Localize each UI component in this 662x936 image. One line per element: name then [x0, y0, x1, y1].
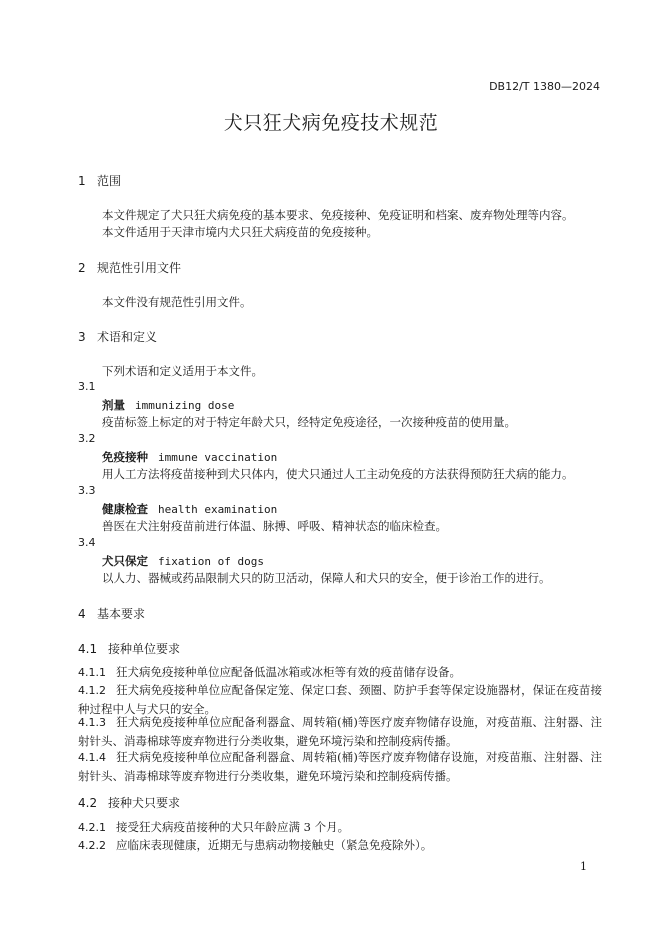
subsection-heading-unit-requirements — [78, 640, 180, 657]
section-heading-basic-requirements — [78, 605, 145, 622]
document-title: 犬只狂犬病免疫技术规范 — [223, 112, 439, 134]
section-heading-normative-references — [78, 259, 181, 276]
term-english: immunizing dose — [135, 399, 235, 412]
subsection-title: 接种犬只要求 — [108, 796, 181, 810]
section-number: 2 — [78, 261, 86, 275]
clause — [78, 748, 602, 785]
section-title: 规范性引用文件 — [97, 261, 182, 275]
clause — [78, 836, 602, 855]
subsection-title: 接种单位要求 — [108, 642, 181, 656]
paragraph: 本文件规定了犬只狂犬病免疫的基本要求、免疫接种、免疫证明和档案、废弃物处理等内容。 — [102, 208, 574, 222]
section-number: 1 — [78, 174, 86, 188]
section-number: 4 — [78, 607, 86, 621]
term-english: fixation of dogs — [158, 555, 264, 568]
term-english: health examination — [158, 503, 278, 516]
section-title: 范围 — [97, 174, 122, 188]
clause-number: 4.1.3 — [78, 716, 106, 729]
section-heading-scope — [78, 172, 121, 189]
paragraph: 本文件适用于天津市境内犬只狂犬病疫苗的免疫接种。 — [102, 225, 378, 239]
term-chinese: 犬只保定 — [102, 554, 148, 568]
section-title: 术语和定义 — [97, 330, 158, 344]
term-definition: 以人力、器械或药品限制犬只的防卫活动，保障人和犬只的安全，便于诊治工作的进行。 — [102, 571, 551, 585]
clause-number: 4.2.2 — [78, 839, 106, 852]
term-chinese: 剂量 — [102, 398, 125, 412]
section-title: 基本要求 — [97, 607, 146, 621]
paragraph: 下列术语和定义适用于本文件。 — [102, 364, 263, 378]
term-number: 3.1 — [78, 380, 96, 393]
clause — [78, 663, 602, 682]
clause-text: 接受狂犬病疫苗接种的犬只年龄应满 3 个月。 — [116, 820, 350, 834]
term-number: 3.3 — [78, 484, 96, 497]
term-number: 3.4 — [78, 536, 96, 549]
clause-text: 狂犬病免疫接种单位应配备保定笼、保定口套、颈圈、防护手套等保定设施器材，保证在疫苗接种过程中人与犬只的安全。 — [78, 683, 602, 716]
term-chinese: 免疫接种 — [102, 450, 148, 464]
term-number: 3.2 — [78, 432, 96, 445]
clause-number: 4.2.1 — [78, 821, 106, 834]
clause-number: 4.1.4 — [78, 751, 106, 764]
clause-number: 4.1.1 — [78, 666, 106, 679]
clause — [78, 713, 602, 750]
standard-number: DB12/T 1380—2024 — [489, 80, 600, 93]
subsection-number: 4.2 — [78, 796, 98, 810]
term-entry — [102, 449, 277, 465]
clause-number: 4.1.2 — [78, 684, 106, 697]
subsection-heading-dog-requirements — [78, 794, 180, 811]
term-english: immune vaccination — [158, 451, 278, 464]
term-entry — [102, 501, 277, 517]
clause-text: 应临床表现健康，近期无与患病动物接触史（紧急免疫除外）。 — [116, 838, 433, 852]
page-number: 1 — [580, 860, 587, 873]
clause-text: 狂犬病免疫接种单位应配备利器盒、周转箱(桶)等医疗废弃物储存设施，对疫苗瓶、注射器、注射针头、消毒棉球等废弃物进行分类收集，避免环境污染和控制疫病传播。 — [78, 715, 602, 748]
term-chinese: 健康检查 — [102, 502, 148, 516]
term-entry — [102, 397, 234, 413]
term-entry — [102, 553, 264, 569]
clause-text: 狂犬病免疫接种单位应配备低温冰箱或冰柜等有效的疫苗储存设备。 — [116, 665, 461, 679]
clause-text: 狂犬病免疫接种单位应配备利器盒、周转箱(桶)等医疗废弃物储存设施，对疫苗瓶、注射器、注射针头、消毒棉球等废弃物进行分类收集，避免环境污染和控制疫病传播。 — [78, 750, 602, 783]
section-heading-terms — [78, 328, 157, 345]
term-definition: 用人工方法将疫苗接种到犬只体内，使犬只通过人工主动免疫的方法获得预防狂犬病的能力。 — [102, 467, 574, 481]
term-definition: 疫苗标签上标定的对于特定年龄犬只，经特定免疫途径，一次接种疫苗的使用量。 — [102, 415, 516, 429]
paragraph: 本文件没有规范性引用文件。 — [102, 295, 252, 309]
section-number: 3 — [78, 330, 86, 344]
subsection-number: 4.1 — [78, 642, 98, 656]
clause — [78, 818, 602, 837]
term-definition: 兽医在犬注射疫苗前进行体温、脉搏、呼吸、精神状态的临床检查。 — [102, 519, 447, 533]
